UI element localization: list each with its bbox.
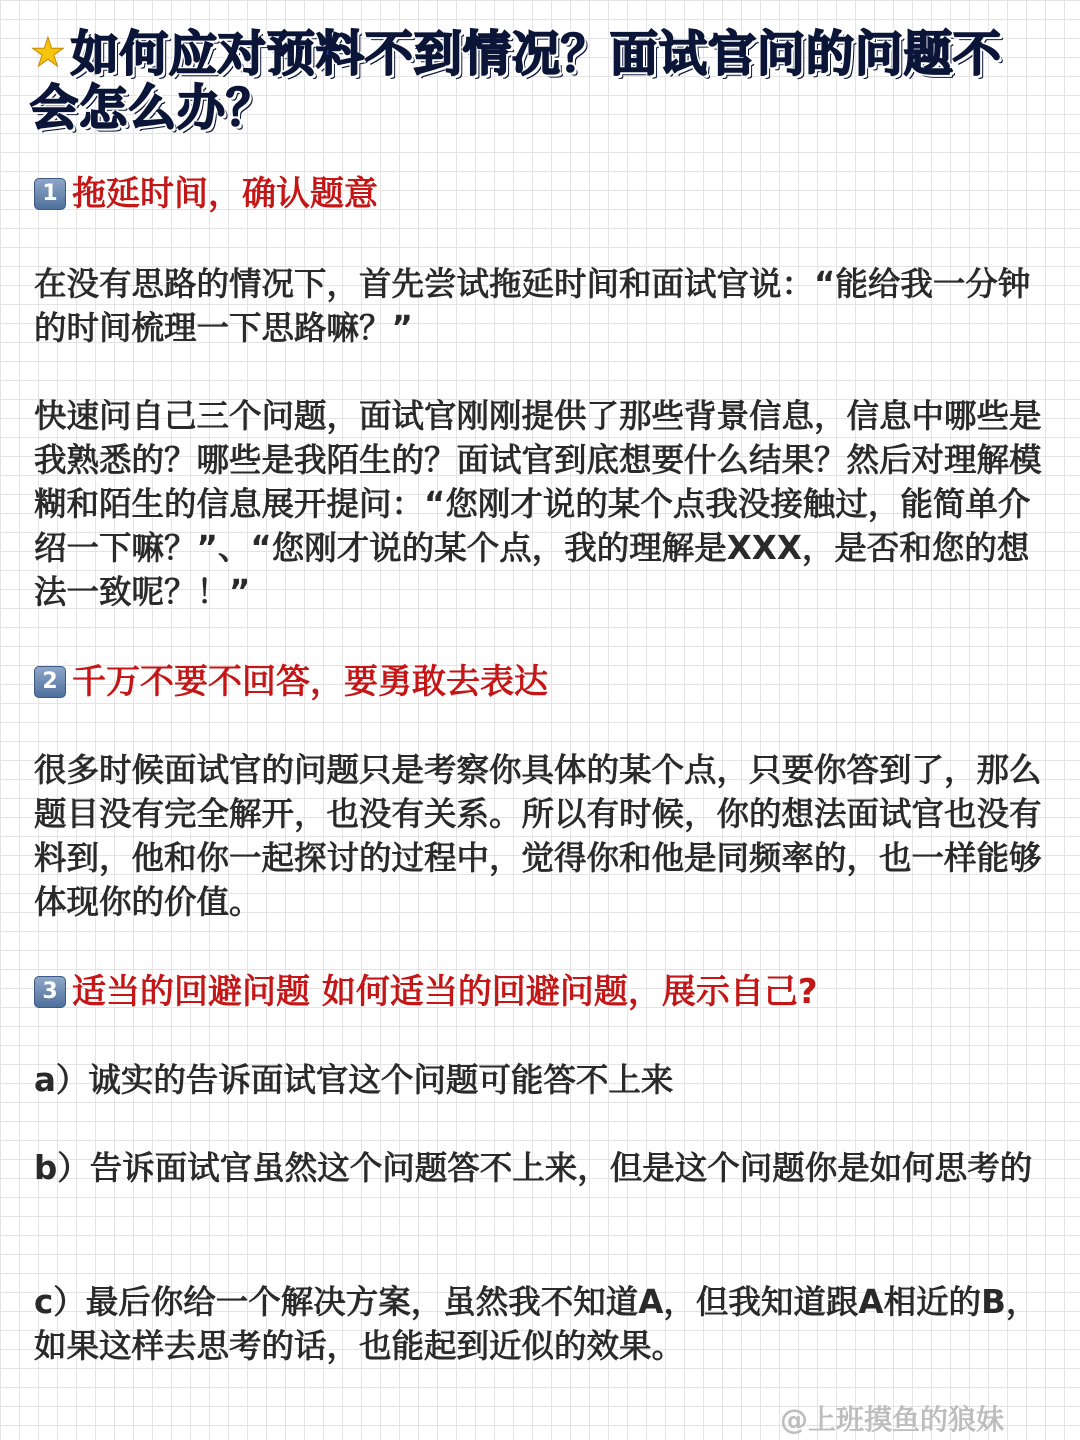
section-2-paragraph-1: 很多时候面试官的问题只是考察你具体的某个点，只要你答到了，那么题目没有完全解开，也没有关系。所以有时候，你的想法面试官也没有料到，他和你一起探讨的过程中，觉得你和他是同频率的，也一样能够体现你的价值。	[34, 751, 1042, 921]
section-2-heading	[34, 662, 548, 702]
number-2-icon: 2	[34, 666, 66, 698]
number-1-icon: 1	[34, 178, 66, 210]
section-3-item-c: c）最后你给一个解决方案，虽然我不知道A，但我知道跟A相近的B，如果这样去思考的话，也能起到近似的效果。	[34, 1283, 1039, 1365]
page-title-text: 如何应对预料不到情况？面试官问的问题不会怎么办？	[30, 26, 1002, 136]
section-3-heading-text: 适当的回避问题 如何适当的回避问题，展示自己?	[72, 972, 818, 1012]
section-3-item-a: a）诚实的告诉面试官这个问题可能答不上来	[34, 1061, 674, 1099]
section-1-paragraph-1: 在没有思路的情况下，首先尝试拖延时间和面试官说：“能给我一分钟的时间梳理一下思路嘛？”	[34, 265, 1031, 347]
section-2-heading-text: 千万不要不回答，要勇敢去表达	[72, 662, 548, 702]
section-1-heading	[34, 174, 378, 214]
author-watermark: @上班摸鱼的狼妹	[779, 1403, 1004, 1436]
section-3-item-b: b）告诉面试官虽然这个问题答不上来，但是这个问题你是如何思考的	[34, 1149, 1033, 1187]
star-icon: ★	[30, 30, 67, 76]
section-1-paragraph-2: 快速问自己三个问题，面试官刚刚提供了那些背景信息，信息中哪些是我熟悉的？哪些是我陌生的？面试官到底想要什么结果？然后对理解模糊和陌生的信息展开提问：“您刚才说的某个点我没接触过，能简单介绍一下嘛？”、“您刚才说的某个点，我的理解是XXX，是否和您的想法一致呢？！”	[34, 397, 1042, 611]
section-3-heading	[34, 972, 818, 1012]
number-3-icon: 3	[34, 976, 66, 1008]
section-1-heading-text: 拖延时间，确认题意	[72, 174, 378, 214]
page-title	[30, 26, 1050, 135]
